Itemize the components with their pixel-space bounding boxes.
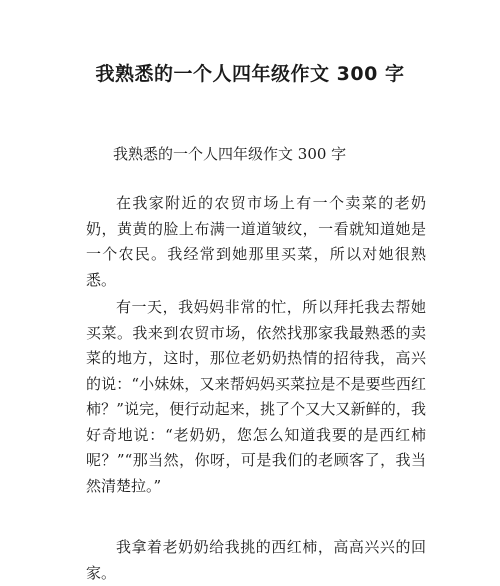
paragraph-2: 有一天，我妈妈非常的忙，所以拜托我去帮她买菜。我来到农贸市场，依然找那家我最熟悉的卖菜的地方，这时，那位老奶奶热情的招待我，高兴的说：“小妹妹，又来帮妈妈买菜拉是不是要些西红柿？”说完，便行动起来，挑了个又大又新鲜的，我好奇地说：“老奶奶，您怎么知道我要的是西红柿呢？”“那当然，你呀，可是我们的老顾客了，我当然清楚拉。” — [86, 298, 426, 495]
document-title: 我熟悉的一个人四年级作文 300 字 — [95, 63, 405, 85]
document-subtitle: 我熟悉的一个人四年级作文 300 字 — [113, 145, 347, 163]
paragraph-1: 在我家附近的农贸市场上有一个卖菜的老奶奶，黄黄的脸上布满一道道皱纹，一看就知道她是一个农民。我经常到她那里买菜，所以对她很熟悉。 — [86, 194, 426, 289]
paragraph-3: 我拿着老奶奶给我挑的西红柿，高高兴兴的回家。 — [86, 538, 426, 582]
